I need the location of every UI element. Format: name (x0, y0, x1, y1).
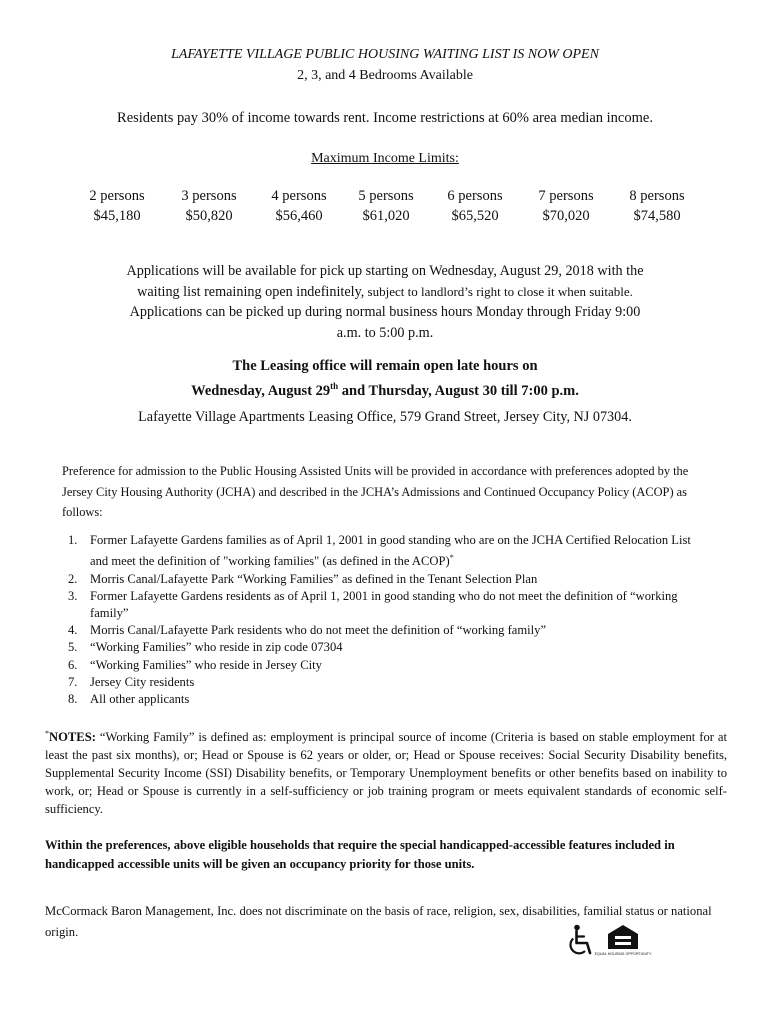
late-hours-date: Wednesday, August 29 (191, 382, 331, 399)
income-limit-col-5 (341, 186, 431, 226)
applications-paragraph (95, 261, 675, 343)
income-limit-persons: 7 persons (538, 188, 594, 204)
list-item-text: Jersey City residents (90, 674, 195, 689)
income-limit-amount: $61,020 (362, 208, 410, 224)
list-item (62, 674, 712, 691)
list-item-text: Morris Canal/Lafayette Park “Working Families” as defined in the Tenant Selection Plan (90, 571, 538, 586)
income-limit-amount: $50,820 (185, 208, 233, 224)
applications-line: a.m. to 5:00 p.m. (336, 324, 434, 341)
income-limit-persons: 2 persons (89, 188, 145, 204)
list-item-number: 3. (68, 588, 78, 603)
preference-list (62, 532, 712, 708)
income-limit-col-4 (254, 186, 344, 226)
logos-group (560, 922, 650, 962)
income-limit-amount: $74,580 (633, 208, 681, 224)
equal-housing-caption: EQUAL HOUSING OPPORTUNITY (594, 952, 652, 956)
list-item-number: 8. (68, 692, 78, 707)
late-hours-line (0, 376, 770, 401)
list-item-number: 1. (68, 533, 78, 547)
page-subtitle: 2, 3, and 4 Bedrooms Available (297, 68, 473, 83)
wheelchair-icon (566, 924, 596, 960)
income-limit-col-3 (164, 186, 254, 226)
late-hours-line: The Leasing office will remain open late hours on (232, 358, 538, 374)
income-limit-amount: $70,020 (542, 208, 590, 224)
list-item-number: 4. (68, 623, 78, 638)
income-limits-heading-text: Maximum Income Limits: (311, 151, 459, 166)
late-hours-superscript: th (330, 381, 339, 391)
income-limit-persons: 3 persons (181, 188, 237, 204)
income-limit-persons: 6 persons (447, 188, 503, 204)
list-item (62, 588, 712, 622)
income-limit-amount: $56,460 (275, 208, 323, 224)
preference-intro: Preference for admission to the Public Housing Assisted Units will be provided in accordance with preferences adopted by the Jersey City Housing Authority (JCHA) and described in the JCHA’s Admissions and Continued Occupancy Policy (ACOP) as follows: (62, 464, 689, 519)
list-item-text: Former Lafayette Gardens residents as of April 1, 2001 in good standing who do not meet the definition of “working family” (90, 588, 678, 620)
notes-paragraph (45, 725, 727, 818)
list-item-text: Morris Canal/Lafayette Park residents who do not meet the definition of “working family” (90, 623, 547, 638)
list-item (62, 639, 712, 656)
nondiscrimination-statement: McCormack Baron Management, Inc. does not discriminate on the basis of race, religion, sex, disabilities, familial status or national origin. (45, 904, 712, 939)
notes-text: “Working Family” is defined as: employment is principal source of income (Criteria is based on stable employment for at least the past six months), or; Head or Spouse is 62 years or older, or; Head or Spouse receives: Social Security Disability benefits, Supplemental Security Income (SSI) Disability benefits, or Temporary Unemployment benefits or other benefits based on inability to work, or; Head or Spouse is currently in a self-sufficiency or job training program or meets equivalent standards of economic self-sufficiency. (45, 730, 727, 817)
list-item (62, 622, 712, 639)
resident-rent-text: Residents pay 30% of income towards rent. Income restrictions at 60% area median income. (117, 110, 653, 126)
applications-line-part: waiting list remaining open indefinitely, (137, 283, 365, 300)
list-item-number: 6. (68, 657, 78, 672)
list-item-text: All other applicants (90, 692, 190, 707)
leasing-office-address: Lafayette Village Apartments Leasing Office, 579 Grand Street, Jersey City, NJ 07304. (138, 409, 632, 425)
income-limit-amount: $45,180 (93, 208, 141, 224)
list-item-number: 5. (68, 640, 78, 655)
notes-superscript: * (45, 729, 49, 738)
handicap-priority-text: Within the preferences, above eligible households that require the special handicapped-accessible features included in handicapped accessible units will be given an occupancy priority for those units. (45, 838, 675, 871)
income-limit-col-7 (521, 186, 611, 226)
list-item (62, 691, 712, 708)
list-item (62, 532, 712, 571)
list-item-superscript: * (449, 553, 454, 563)
list-item-number: 2. (68, 571, 78, 586)
late-hours-notice (0, 356, 770, 401)
income-limit-persons: 4 persons (271, 188, 327, 204)
page-title: LAFAYETTE VILLAGE PUBLIC HOUSING WAITING LIST IS NOW OPEN (171, 47, 599, 62)
income-limit-persons: 5 persons (358, 188, 414, 204)
list-item-text: Former Lafayette Gardens families as of April 1, 2001 in good standing who are on the JCHA Certified Relocation List and meet the definition of "working families" (as defined in the ACOP) (90, 533, 691, 569)
applications-line: Applications can be picked up during normal business hours Monday through Friday 9:00 (129, 304, 641, 320)
list-item-text: “Working Families” who reside in zip code 07304 (90, 640, 343, 655)
income-limit-col-8 (612, 186, 702, 226)
applications-line: Applications will be available for pick up starting on Wednesday, August 29, 2018 with the (126, 263, 644, 279)
late-hours-rest: and Thursday, August 30 till 7:00 p.m. (338, 382, 579, 399)
list-item-text: “Working Families” who reside in Jersey City (90, 657, 322, 672)
income-limit-col-2 (72, 186, 162, 226)
applications-line-part-small: subject to landlord’s right to close it when suitable. (364, 283, 633, 299)
notes-label: NOTES: (49, 730, 96, 745)
list-item (62, 657, 712, 674)
list-item (62, 571, 712, 588)
applications-line (95, 282, 675, 303)
income-limit-col-6 (430, 186, 520, 226)
list-item-number: 7. (68, 674, 78, 689)
income-limit-amount: $65,520 (451, 208, 499, 224)
income-limits-heading (0, 151, 770, 167)
equal-housing-opportunity-icon (594, 924, 652, 960)
income-limit-persons: 8 persons (629, 188, 685, 204)
